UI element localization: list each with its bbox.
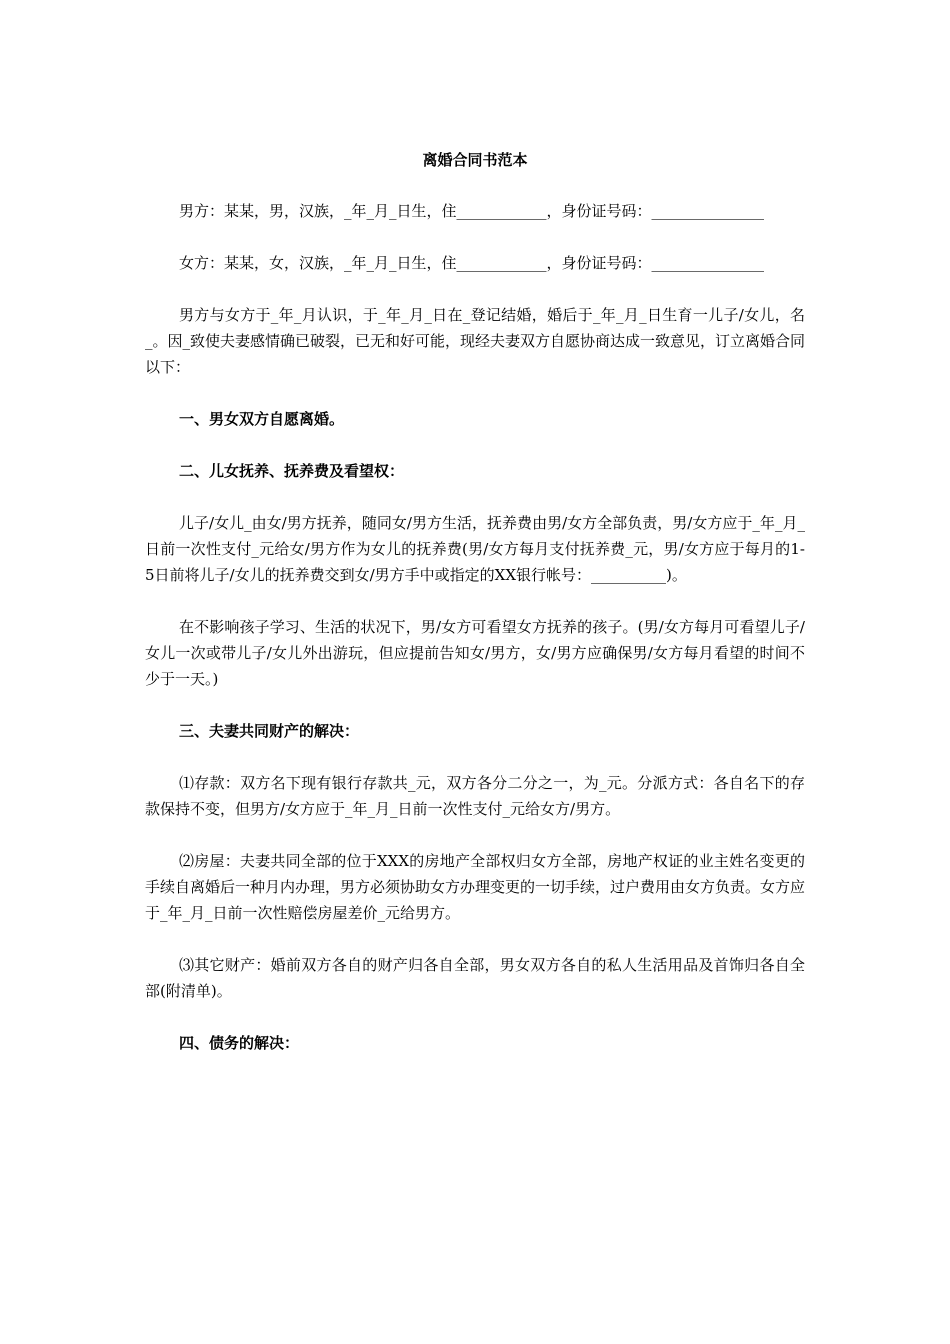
document-page: [145, 150, 805, 1082]
section-heading-4: 四、债务的解决：: [179, 1034, 300, 1052]
party-female: 女方：某某，女，汉族，_年_月_日生，住____________，身份证号码：_______________: [179, 254, 765, 272]
house-paragraph: ⑵房屋：夫妻共同全部的位于XXX的房地产全部权归女方全部，房地产权证的业主姓名变更的手续自离婚后一种月内办理，男方必须协助女方办理变更的一切手续，过户费用由女方负责。女方应于_年_月_日前一次性赔偿房屋差价_元给男方。: [145, 852, 806, 922]
preamble-paragraph: 男方与女方于_年_月认识，于_年_月_日在_登记结婚，婚后于_年_月_日生育一儿子/女儿，名_。因_致使夫妻感情确已破裂，已无和好可能，现经夫妻双方自愿协商达成一致意见，订立离婚合同以下：: [145, 306, 806, 376]
party-male: 男方：某某，男，汉族，_年_月_日生，住____________，身份证号码：_______________: [179, 202, 765, 220]
section-heading-1: 一、男女双方自愿离婚。: [179, 410, 345, 428]
visitation-paragraph: 在不影响孩子学习、生活的状况下，男/女方可看望女方抚养的孩子。(男/女方每月可看望儿子/女儿一次或带儿子/女儿外出游玩，但应提前告知女/男方，女/男方应确保男/女方每月看望的时间不少于一天。): [145, 618, 805, 688]
custody-paragraph: 儿子/女儿_由女/男方抚养，随同女/男方生活，抚养费由男/女方全部负责，男/女方应于_年_月_日前一次性支付_元给女/男方作为女儿的抚养费(男/女方每月支付抚养费_元，男/女方应于每月的1-5日前将儿子/女儿的抚养费交到女/男方手中或指定的XX银行帐号：__________)。: [145, 514, 805, 584]
section-heading-2: 二、儿女抚养、抚养费及看望权：: [179, 462, 405, 480]
section-heading-3: 三、夫妻共同财产的解决：: [179, 722, 360, 740]
document-title: 离婚合同书范本: [422, 151, 528, 169]
deposits-paragraph: ⑴存款：双方名下现有银行存款共_元，双方各分二分之一，为_元。分派方式：各自名下的存款保持不变，但男方/女方应于_年_月_日前一次性支付_元给女方/男方。: [145, 774, 805, 818]
other-property-paragraph: ⑶其它财产：婚前双方各自的财产归各自全部，男女双方各自的私人生活用品及首饰归各自全部(附清单)。: [145, 956, 805, 1000]
